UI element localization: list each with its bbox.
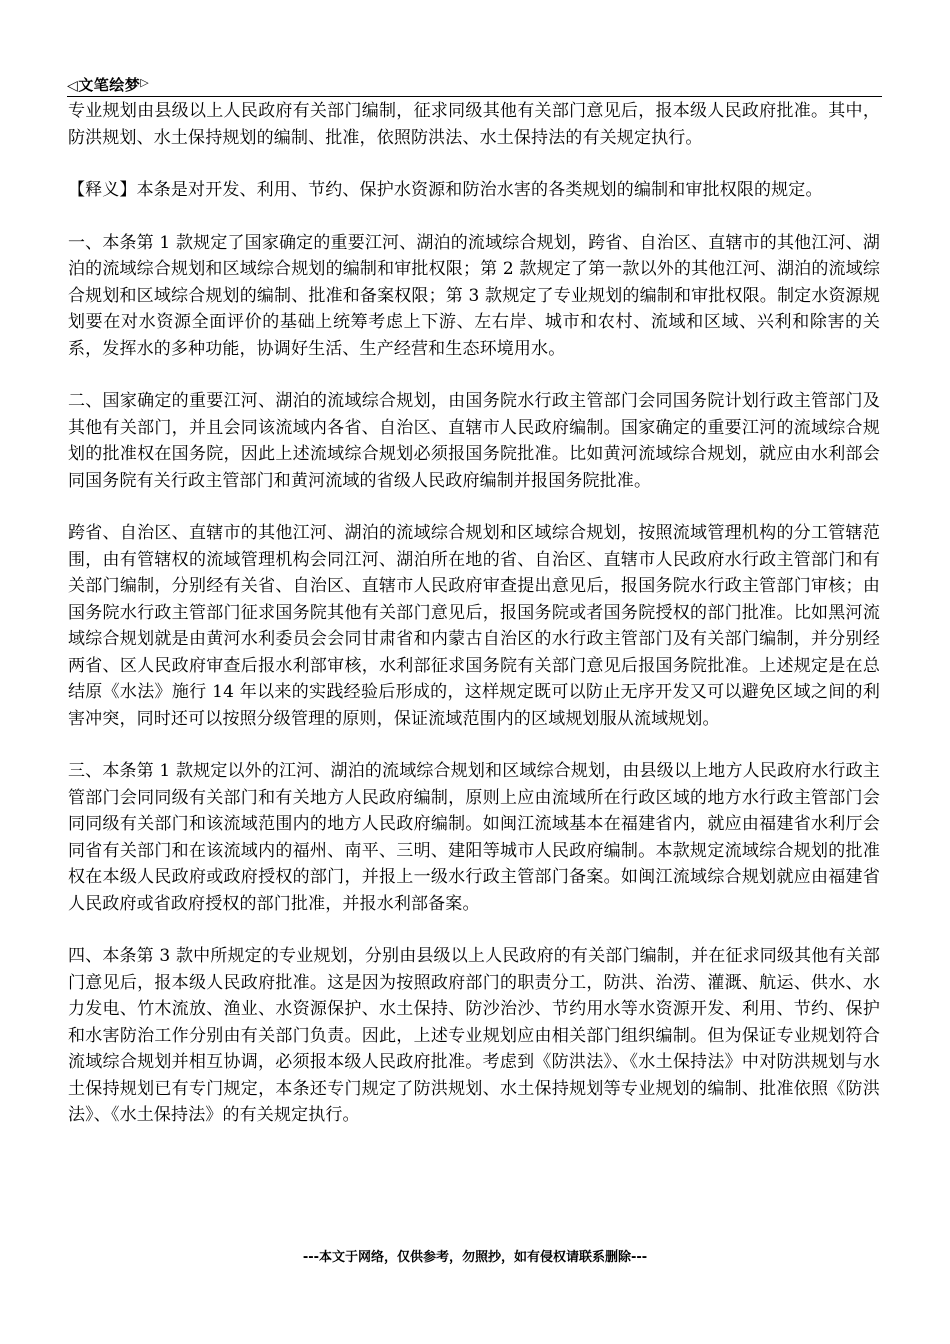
paragraph-explanation: 【释义】本条是对开发、利用、节约、保护水资源和防治水害的各类规划的编制和审批权限的规定。: [68, 180, 823, 200]
left-triangle-icon: ◁: [67, 78, 79, 94]
footer-notice: ---本文于网络，仅供参考，勿照抄，如有侵权请联系删除---: [302, 1250, 648, 1265]
paragraph-section-2: 二、国家确定的重要江河、湖泊的流域综合规划，由国务院水行政主管部门会同国务院计划行政主管部门及其他有关部门，并且会同该流域内各省、自治区、直辖市人民政府编制。国家确定的重要江河的流域综合规划的批准权在国务院，因此上述流域综合规划必须报国务院批准。比如黄河流域综合规划，就应由水利部会同国务院有关行政主管部门和黄河流域的省级人民政府编制并报国务院批准。: [68, 391, 880, 491]
paragraph-section-4: 四、本条第 3 款中所规定的专业规划，分别由县级以上人民政府的有关部门编制，并在征求同级其他有关部门意见后，报本级人民政府批准。这是因为按照政府部门的职责分工，防洪、治涝、灌溉、航运、供水、水力发电、竹木流放、渔业、水资源保护、水土保持、防沙治沙、节约用水等水资源开发、利用、节约、保护和水害防治工作分别由有关部门负责。因此，上述专业规划应由相关部门组织编制。但为保证专业规划符合流域综合规划并相互协调，必须报本级人民政府批准。考虑到《防洪法》、《水土保持法》中对防洪规划与水土保持规划已有专门规定，本条还专门规定了防洪规划、水土保持规划等专业规划的编制、批准依照《防洪法》、《水土保持法》的有关规定执行。: [68, 946, 880, 1125]
paragraph-section-2-cont: 跨省、自治区、直辖市的其他江河、湖泊的流域综合规划和区域综合规划，按照流域管理机构的分工管辖范围，由有管辖权的流域管理机构会同江河、湖泊所在地的省、自治区、直辖市人民政府水行政主管部门和有关部门编制，分别经有关省、自治区、直辖市人民政府审查提出意见后，报国务院水行政主管部门审核；由国务院水行政主管部门征求国务院其他有关部门意见后，报国务院或者国务院授权的部门批准。比如黑河流域综合规划就是由黄河水利委员会会同甘肃省和内蒙古自治区的水行政主管部门及有关部门编制，并分别经两省、区人民政府审查后报水利部审核，水利部征求国务院有关部门意见后报国务院批准。上述规定是在总结原《水法》施行 14 年以来的实践经验后形成的，这样规定既可以防止无序开发又可以避免区域之间的利害冲突，同时还可以按照分级管理的原则，保证流域范围内的区域规划服从流域规划。: [68, 523, 880, 729]
paragraph-section-1: 一、本条第 1 款规定了国家确定的重要江河、湖泊的流域综合规划，跨省、自治区、直辖市的其他江河、湖泊的流域综合规划和区域综合规划的编制和审批权限；第 2 款规定了第一款以外的其他江河、湖泊的流域综合规划和区域综合规划的编制、批准和备案权限；第 3 款规定了专业规划的编制和审批权限。制定水资源规划要在对水资源全面评价的基础上统筹考虑上下游、左右岸、城市和农村、流域和区域、兴利和除害的关系，发挥水的多种功能，协调好生活、生产经营和生态环境用水。: [68, 232, 880, 359]
brand-logo: [67, 74, 149, 95]
paragraph-intro: 专业规划由县级以上人民政府有关部门编制，征求同级其他有关部门意见后，报本级人民政府批准。其中，防洪规划、水土保持规划的编制、批准，依照防洪法、水土保持法的有关规定执行。: [68, 101, 880, 148]
brand-name: 文笔绘梦: [78, 76, 141, 94]
paragraph-section-3: 三、本条第 1 款规定以外的江河、湖泊的流域综合规划和区域综合规划，由县级以上地方人民政府水行政主管部门会同同级有关部门和有关地方人民政府编制，原则上应由流域所在行政区域的地方水行政主管部门会同同级有关部门和该流域范围内的地方人民政府编制。如闽江流域基本在福建省内，就应由福建省水利厅会同省有关部门和在该流域内的福州、南平、三明、建阳等城市人民政府编制。本款规定流域综合规划的批准权在本级人民政府或政府授权的部门，并报上一级水行政主管部门备案。如闽江流域综合规划就应由福建省人民政府或省政府授权的部门批准，并报水利部备案。: [68, 761, 880, 914]
page-header: [67, 72, 882, 97]
right-triangle-icon: ▷: [140, 76, 150, 89]
document-body: [68, 98, 880, 1155]
